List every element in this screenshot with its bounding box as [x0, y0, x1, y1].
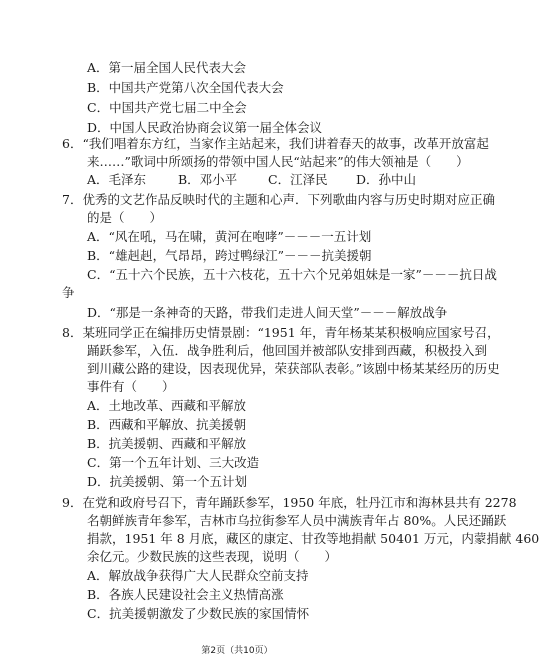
q8-option-a: A．土地改革、西藏和平解放 — [87, 398, 247, 413]
q6-option-d: D．孙中山 — [356, 172, 417, 187]
q7-option-c: C．“五十六个民族，五十六枝花，五十六个兄弟姐妹是一家”－－－抗日战 — [87, 267, 497, 282]
q6-option-c: C．江泽民 — [268, 172, 328, 187]
q7-option-d: D．“那是一条神奇的天路，带我们走进人间天堂”－－－解放战争 — [87, 305, 448, 320]
q5-option-d: D．中国人民政治协商会议第一届全体会议 — [87, 120, 323, 135]
q6-stem-line-1: 6．“我们唱着东方红，当家作主站起来，我们讲着春天的故事，改革开放富起 — [62, 136, 489, 151]
q7-stem-line-1: 7．优秀的文艺作品反映时代的主题和心声．下列歌曲内容与历史时期对应正确 — [62, 192, 495, 207]
q8-stem-line-2: 踊跃参军，入伍．战争胜利后，他回国并被部队安排到西藏，积极投入到 — [87, 343, 488, 358]
q8-stem-line-3: 到川藏公路的建设，因表现优异，荣获部队表彰。”该剧中杨某某经历的历史 — [87, 361, 500, 376]
q6-option-b: B．邓小平 — [178, 172, 238, 187]
q8-stem-line-4: 事件有（ ） — [87, 379, 175, 394]
q7-option-b: B．“雄赳赳，气昂昂，跨过鸭绿江”－－－抗美援朝 — [87, 248, 372, 263]
q9-option-b: B．各族人民建设社会主义热情高涨 — [87, 587, 284, 602]
page-footer: 第2页（共10页） — [201, 646, 273, 656]
q8-option-b: B．西藏和平解放、抗美援朝 — [87, 417, 247, 432]
q7-option-c-continued: 争 — [62, 285, 75, 300]
q8-stem-line-1: 8．某班同学正在编排历史情景剧：“1951 年，青年杨某某积极响应国家号召， — [62, 325, 500, 340]
q5-option-b: B．中国共产党第八次全国代表大会 — [87, 80, 284, 95]
q9-option-c: C．抗美援朝激发了少数民族的家国情怀 — [87, 606, 310, 621]
q8-option-b-alt: B．抗美援朝、西藏和平解放 — [87, 436, 247, 451]
q9-stem-line-2: 名朝鲜族青年参军，吉林市乌拉街参军人员中满族青年占 80%。人民还踊跃 — [87, 513, 507, 528]
q5-option-a: A．第一届全国人民代表大会 — [87, 60, 247, 75]
q9-option-a: A．解放战争获得广大人民群众空前支持 — [87, 568, 309, 583]
q5-option-c: C．中国共产党七届二中全会 — [87, 100, 247, 115]
q9-stem-line-3: 捐款，1951 年 8 月底，藏区的康定、甘孜等地捐献 50401 万元，内蒙捐献 460 — [87, 531, 539, 546]
q6-option-a: A．毛泽东 — [87, 172, 147, 187]
q9-stem-line-1: 9．在党和政府号召下，青年踊跃参军，1950 年底，牡丹江市和海林县共有 2278 — [62, 495, 517, 510]
q7-stem-line-2: 的是（ ） — [87, 210, 163, 225]
q8-option-c: C．第一个五年计划、三大改造 — [87, 455, 260, 470]
q9-stem-line-4: 余亿元。少数民族的这些表现，说明（ ） — [87, 549, 338, 564]
q8-option-d: D．抗美援朝、第一个五计划 — [87, 474, 248, 489]
q7-option-a: A．“风在吼，马在啸，黄河在咆哮”－－－一五计划 — [87, 229, 372, 244]
q6-stem-line-2: 来……”歌词中所颂扬的带领中国人民“站起来”的伟大领袖是（ ） — [87, 154, 469, 169]
